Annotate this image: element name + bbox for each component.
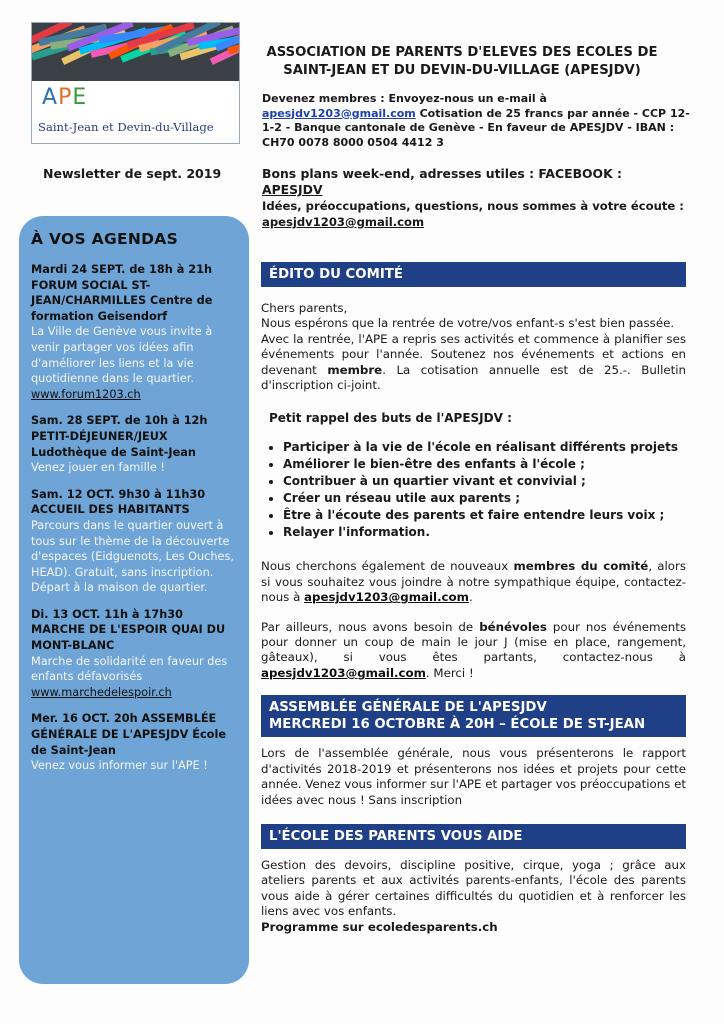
- agenda-event: Sam. 28 SEPT. de 10h à 12h PETIT-DÉJEUNER/JEUX Ludothèque de Saint-Jean Venez jouer en famille !: [31, 414, 208, 475]
- committee-email-link[interactable]: apesjdv1203@gmail.com: [304, 590, 469, 605]
- list-item: • Être à l'écoute des parents et faire entendre leurs voix ;: [283, 507, 686, 524]
- edito-heading: ÉDITO DU COMITÉ: [261, 262, 686, 287]
- ape-logo: [31, 22, 240, 144]
- association-title: ASSOCIATION DE PARENTS D'ELEVES DES ECOLES DE SAINT-JEAN ET DU DEVIN-DU-VILLAGE (APESJDV): [266, 45, 658, 78]
- colored-pencils-image: [32, 23, 239, 81]
- membership-email-link[interactable]: apesjdv1203@gmail.com: [262, 106, 416, 120]
- agenda-event: Sam. 12 OCT. 9h30 à 11h30 ACCUEIL DES HABITANTS Parcours dans le quartier ouvert à tous sur le thème de la découverte d'espaces (Eidguenots, Les Ouches, HEAD). Gratuit, sans inscription. Départ à la maison de quartier.: [31, 487, 234, 595]
- membership-info: Devenez membres : Envoyez-nous un e-mail à apesjdv1203@gmail.com Cotisation de 25 francs par année - CCP 12-1-2 - Banque cantonale de Genève - En faveur de APESJDV - IBAN : CH70 0078 8000 0504 4412 3: [262, 92, 690, 149]
- volunteers-paragraph: Par ailleurs, nous avons besoin de bénévoles pour nos événements pour donner un coup de main le jour J (mise en place, rangement, gâteaux), si vous êtes partants, contactez-nous à apesjdv1203@gmail.com. Merci !: [261, 619, 687, 680]
- main-column: [261, 262, 686, 935]
- list-item: • Participer à la vie de l'école en réalisant différents projets: [283, 439, 686, 456]
- committee-paragraph: Nous cherchons également de nouveaux membres du comité, alors si vous souhaitez vous joindre à notre sympathique équipe, contactez-nous à apesjdv1203@gmail.com.: [261, 559, 686, 605]
- newsletter-date: Newsletter de sept. 2019: [43, 166, 222, 181]
- agenda-event: Di. 13 OCT. 11h à 17h30 MARCHE DE L'ESPOIR QUAI DU MONT-BLANC Marche de solidarité en faveur des enfants défavorisés www.marchedelespoir.ch: [31, 607, 239, 701]
- edito-greeting: Chers parents,: [261, 301, 348, 315]
- agenda-event: Mardi 24 SEPT. de 18h à 21h FORUM SOCIAL ST-JEAN/CHARMILLES Centre de formation Geisendorf La Ville de Genève vous invite à venir partager vos idées afin d'améliorer les liens et la vie quotidienne dans le quartier. www.forum1203.ch: [31, 262, 239, 402]
- list-item: • Contribuer à un quartier vivant et convivial ;: [283, 473, 686, 490]
- logo-ape-text: APE: [42, 85, 88, 110]
- edito-paragraph: Avec la rentrée, l'APE a repris ses activités et commence à planifier ses événements pour l'année. Soutenez nos événements et actions en devenant membre. La cotisation annuelle est de 25.-. Bulletin d'inscription ci-joint.: [261, 331, 687, 393]
- goals-list: [261, 439, 686, 541]
- event-link[interactable]: www.marchedelespoir.ch: [31, 685, 172, 699]
- list-item: • Améliorer le bien-être des enfants à l'école ;: [283, 456, 686, 473]
- facebook-info: Bons plans week-end, adresses utiles : FACEBOOK : APESJDV Idées, préoccupations, questions, nous sommes à votre écoute : apesjdv1203@gmail.com: [262, 166, 692, 230]
- assembly-heading: ASSEMBLÉE GÉNÉRALE DE L'APESJDV MERCREDI 16 OCTOBRE À 20H – ÉCOLE DE ST-JEAN: [261, 695, 686, 737]
- goals-title: Petit rappel des buts de l'APESJDV :: [269, 411, 512, 426]
- agenda-sidebar: [19, 216, 249, 984]
- assembly-text: Lors de l'assemblée générale, nous vous présenterons le rapport d'activités 2018-2019 et présenterons nos idées et projets pour cette année. Venez vous informer sur l'APE et partager vos préoccupations et idées avec nous ! Sans inscription: [261, 746, 686, 807]
- school-text: Gestion des devoirs, discipline positive, cirque, yoga ; grâce aux ateliers parents et aux activités parents-enfants, l'école des parents vous aide à gérer certaines difficultés du quotidien et à renforcer les liens avec vos enfants.: [261, 857, 686, 919]
- list-item: • Créer un réseau utile aux parents ;: [283, 490, 686, 507]
- school-program-link[interactable]: Programme sur ecoledesparents.ch: [261, 919, 498, 934]
- logo-subtitle: Saint-Jean et Devin-du-Village: [38, 120, 214, 134]
- agenda-event: Mer. 16 OCT. 20h ASSEMBLÉE GÉNÉRALE DE L'APESJDV École de Saint-Jean Venez vous informer sur l'APE !: [31, 712, 226, 773]
- contact-email-link[interactable]: apesjdv1203@gmail.com: [262, 215, 425, 229]
- edito-paragraph: Nous espérons que la rentrée de votre/vos enfant-s s'est bien passée.: [261, 316, 675, 331]
- list-item: • Relayer l'information.: [283, 524, 686, 541]
- agenda-title: À VOS AGENDAS: [31, 230, 179, 248]
- school-heading: L'ÉCOLE DES PARENTS VOUS AIDE: [261, 824, 686, 849]
- volunteers-email-link[interactable]: apesjdv1203@gmail.com: [261, 665, 426, 680]
- event-link[interactable]: www.forum1203.ch: [31, 387, 141, 401]
- facebook-link[interactable]: APESJDV: [262, 182, 323, 197]
